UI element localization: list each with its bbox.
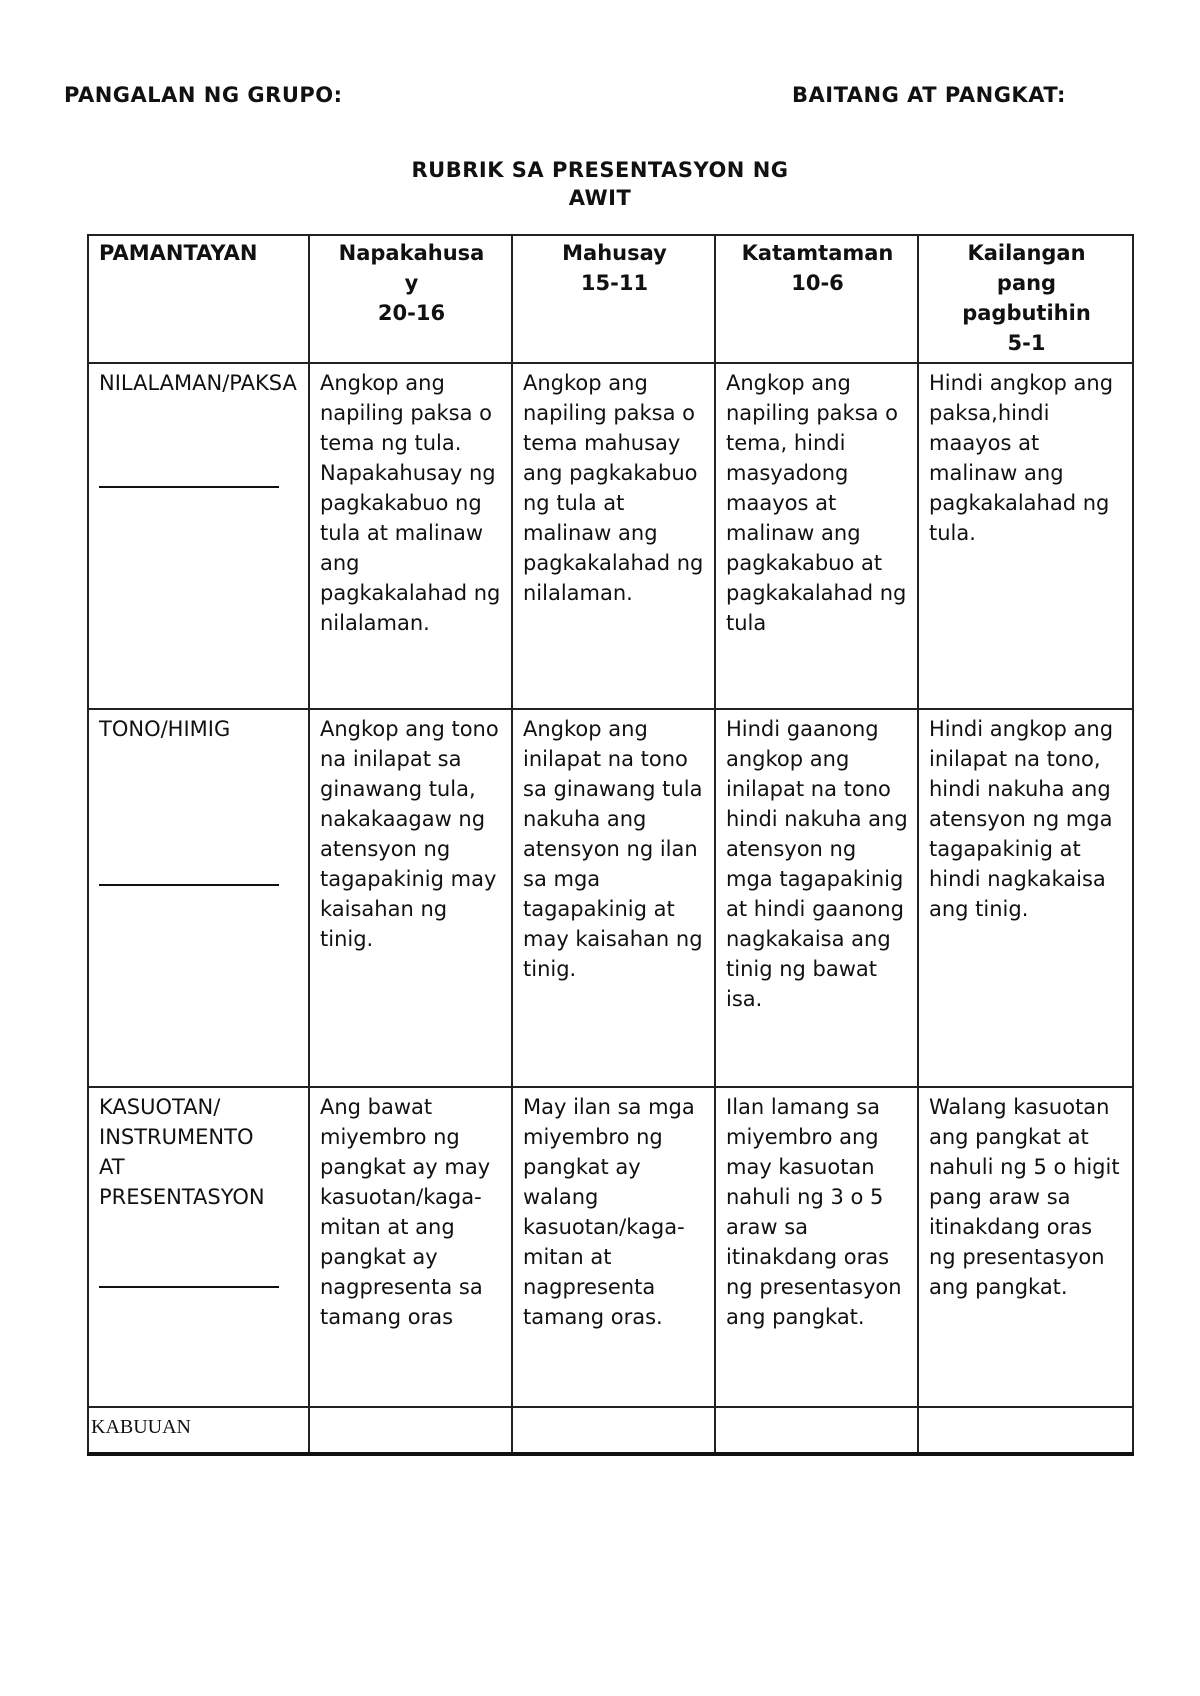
- criterion-label-1: KASUOTAN/: [99, 1095, 221, 1119]
- rubric-cell: Hindi gaanong angkop ang inilapat na tono hindi nakuha ang atensyon ng mga tagapakinig at hindi gaanong nagkakaisa ang tinig ng bawat isa.: [715, 709, 918, 1087]
- header-mahusay-name: Mahusay: [562, 241, 667, 265]
- title-line-1: RUBRIK SA PRESENTASYON NG: [411, 158, 789, 182]
- header-katamtaman-range: 10-6: [791, 271, 844, 295]
- header-kailangan-name-3: pagbutihin: [962, 301, 1091, 325]
- rubric-cell: Angkop ang napiling paksa o tema mahusay ang pagkakabuo ng tula at malinaw ang pagkakalahad ng nilalaman.: [512, 363, 715, 709]
- rubric-cell: Walang kasuotan ang pangkat at nahuli ng 5 o higit pang araw sa itinakdang oras ng presentasyon ang pangkat.: [918, 1087, 1133, 1407]
- rubric-cell: May ilan sa mga miyembro ng pangkat ay walang kasuotan/kaga-mitan at nagpresenta tamang oras.: [512, 1087, 715, 1407]
- rubric-cell: Hindi angkop ang paksa,hindi maayos at malinaw ang pagkakalahad ng tula.: [918, 363, 1133, 709]
- rubric-cell: Hindi angkop ang inilapat na tono, hindi nakuha ang atensyon ng mga tagapakinig at hindi nagkakaisa ang tinig.: [918, 709, 1133, 1087]
- total-label: KABUUAN: [88, 1407, 309, 1454]
- criterion-cell: [88, 363, 309, 709]
- header-kailangan-range: 5-1: [1007, 331, 1046, 355]
- header-napakahusay-name-1: Napakahusa: [338, 241, 485, 265]
- rubric-cell: Angkop ang napiling paksa o tema, hindi masyadong maayos at malinaw ang pagkakabuo at pagkakalahad ng tula: [715, 363, 918, 709]
- table-header-row: [88, 235, 1133, 363]
- header-katamtaman: [715, 235, 918, 363]
- total-cell: [715, 1407, 918, 1454]
- header-kailangan-name-1: Kailangan: [967, 241, 1086, 265]
- criterion-label: TONO/HIMIG: [99, 717, 231, 741]
- header-kailangan-name-2: pang: [996, 271, 1057, 295]
- page-title: [300, 156, 900, 212]
- rubric-cell: Angkop ang napiling paksa o tema ng tula. Napakahusay ng pagkakabuo ng tula at malinaw ang pagkakalahad ng nilalaman.: [309, 363, 512, 709]
- rubric-cell: Ilan lamang sa miyembro ang may kasuotan nahuli ng 3 o 5 araw sa itinakdang oras ng presentasyon ang pangkat.: [715, 1087, 918, 1407]
- criterion-label-3: AT: [99, 1155, 125, 1179]
- score-blank-line: [99, 1286, 279, 1288]
- header-kailangan: [918, 235, 1133, 363]
- total-cell: [309, 1407, 512, 1454]
- header-katamtaman-name: Katamtaman: [741, 241, 894, 265]
- header-mahusay-range: 15-11: [580, 271, 649, 295]
- group-name-label: PANGALAN NG GRUPO:: [64, 83, 343, 107]
- table-row: [88, 709, 1133, 1087]
- total-cell: [512, 1407, 715, 1454]
- header-criteria: PAMANTAYAN: [88, 235, 309, 363]
- rubric-table: [87, 234, 1134, 1456]
- criterion-label-4: PRESENTASYON: [99, 1185, 265, 1209]
- score-blank-line: [99, 486, 279, 488]
- rubric-cell: Angkop ang tono na inilapat sa ginawang tula, nakakaagaw ng atensyon ng tagapakinig may kaisahan ng tinig.: [309, 709, 512, 1087]
- header-napakahusay-name-2: y: [404, 271, 419, 295]
- rubric-cell: Ang bawat miyembro ng pangkat ay may kasuotan/kaga-mitan at ang pangkat ay nagpresenta sa tamang oras: [309, 1087, 512, 1407]
- score-blank-line: [99, 884, 279, 886]
- header-napakahusay: [309, 235, 512, 363]
- criterion-cell: [88, 1087, 309, 1407]
- title-line-2: AWIT: [568, 186, 632, 210]
- criterion-label-2: INSTRUMENTO: [99, 1125, 254, 1149]
- table-row: [88, 1087, 1133, 1407]
- header-mahusay: [512, 235, 715, 363]
- total-cell: [918, 1407, 1133, 1454]
- table-row: [88, 363, 1133, 709]
- total-row: [88, 1407, 1133, 1454]
- criterion-label: NILALAMAN/PAKSA: [99, 371, 297, 395]
- header-napakahusay-range: 20-16: [377, 301, 446, 325]
- grade-section-label: BAITANG AT PANGKAT:: [792, 83, 1066, 107]
- criterion-cell: [88, 709, 309, 1087]
- rubric-cell: Angkop ang inilapat na tono sa ginawang tula nakuha ang atensyon ng ilan sa mga tagapakinig at may kaisahan ng tinig.: [512, 709, 715, 1087]
